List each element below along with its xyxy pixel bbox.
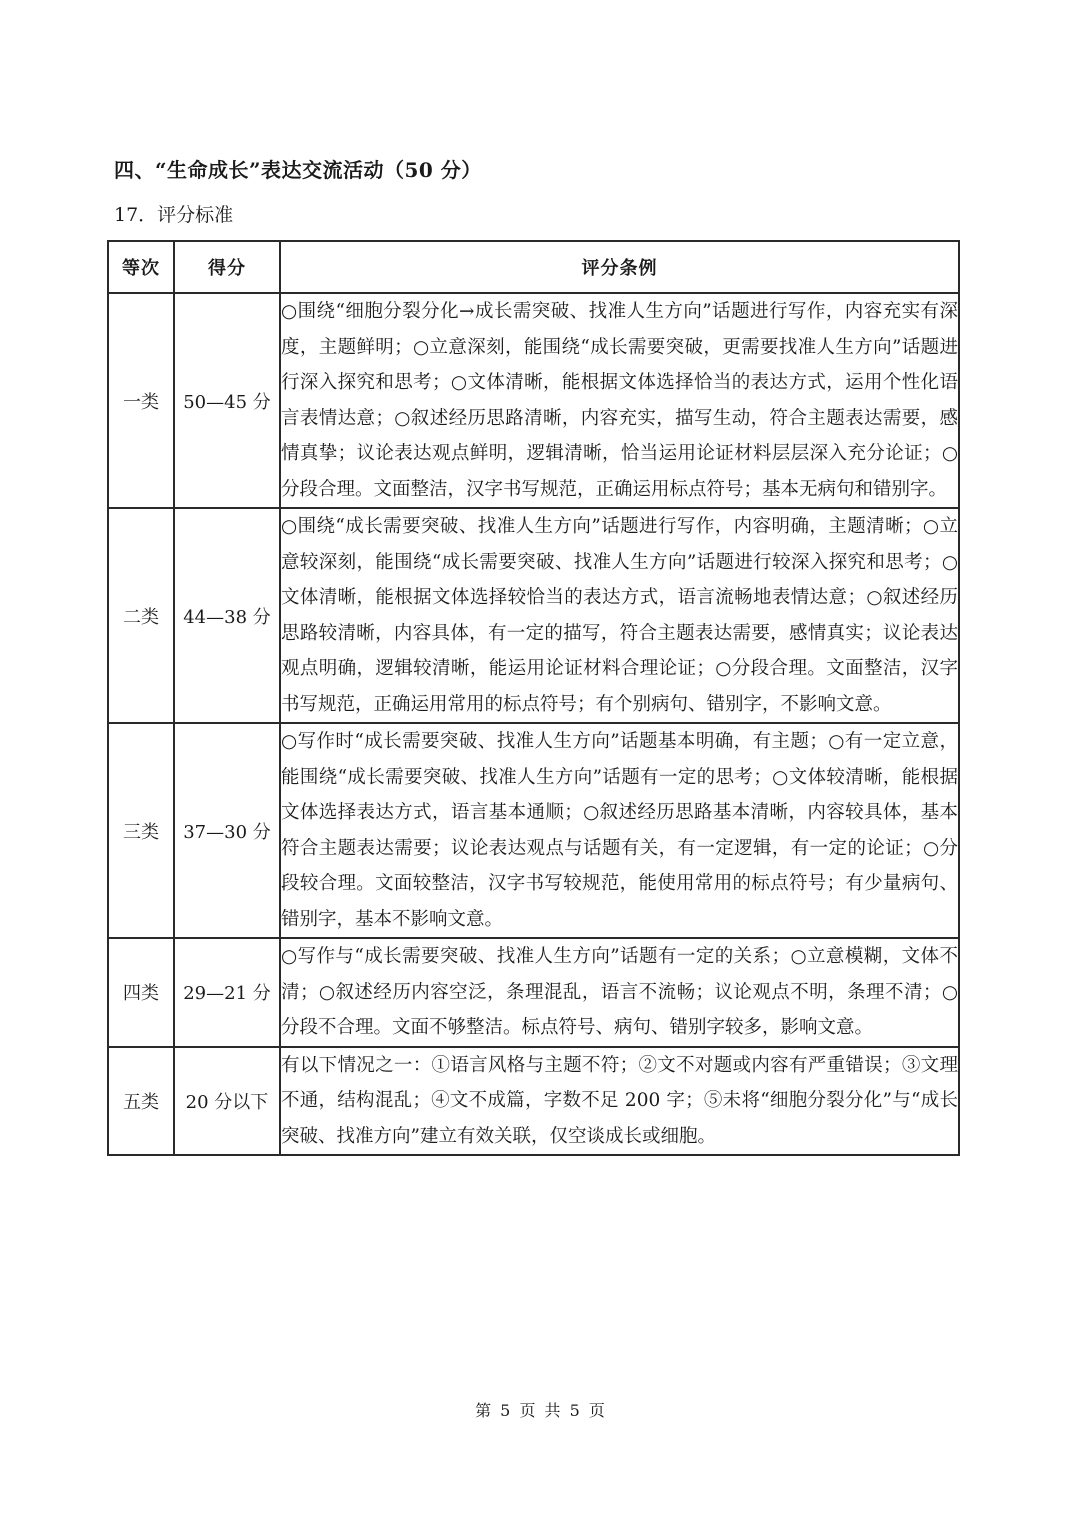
score-cell: 50—45 分 xyxy=(174,293,280,508)
criteria-cell: ○围绕“细胞分裂分化→成长需突破、找准人生方向”话题进行写作，内容充实有深度，主题鲜明；○立意深刻，能围绕“成长需要突破，更需要找准人生方向”话题进行深入探究和思考；○文体清晰，能根据文体选择恰当的表达方式，运用个性化语言表情达意；○叙述经历思路清晰，内容充实，描写生动，符合主题表达需要，感情真挚；议论表达观点鲜明，逻辑清晰，恰当运用论证材料层层深入充分论证；○分段合理。文面整洁，汉字书写规范，正确运用标点符号；基本无病句和错别字。 xyxy=(280,293,959,508)
criteria-cell: ○写作与“成长需要突破、找准人生方向”话题有一定的关系；○立意模糊，文体不清；○叙述经历内容空泛，条理混乱，语言不流畅；议论观点不明，条理不清；○分段不合理。文面不够整洁。标点符号、病句、错别字较多，影响文意。 xyxy=(280,938,959,1047)
criteria-cell: ○写作时“成长需要突破、找准人生方向”话题基本明确，有主题；○有一定立意，能围绕“成长需要突破、找准人生方向”话题有一定的思考；○文体较清晰，能根据文体选择表达方式，语言基本通顺；○叙述经历思路基本清晰，内容较具体，基本符合主题表达需要；议论表达观点与话题有关，有一定逻辑，有一定的论证；○分段较合理。文面较整洁，汉字书写较规范，能使用常用的标点符号；有少量病句、错别字，基本不影响文意。 xyxy=(280,723,959,938)
grade-cell: 一类 xyxy=(108,293,174,508)
table-header-row xyxy=(108,241,959,293)
section-title: 四、“生命成长”表达交流活动（50 分） xyxy=(114,158,482,182)
rubric-table xyxy=(107,240,960,1156)
grade-cell: 五类 xyxy=(108,1047,174,1156)
criteria-cell: ○围绕“成长需要突破、找准人生方向”话题进行写作，内容明确，主题清晰；○立意较深刻，能围绕“成长需要突破、找准人生方向”话题进行较深入探究和思考；○文体清晰，能根据文体选择较恰当的表达方式，语言流畅地表情达意；○叙述经历思路较清晰，内容具体，有一定的描写，符合主题表达需要，感情真实；议论表达观点明确，逻辑较清晰，能运用论证材料合理论证；○分段合理。文面整洁，汉字书写规范，正确运用常用的标点符号；有个别病句、错别字，不影响文意。 xyxy=(280,508,959,723)
table-row xyxy=(108,508,959,723)
header-grade: 等次 xyxy=(108,241,174,293)
grade-cell: 二类 xyxy=(108,508,174,723)
score-cell: 37—30 分 xyxy=(174,723,280,938)
table-row xyxy=(108,1047,959,1156)
question-title: 17．评分标准 xyxy=(114,204,234,226)
grade-cell: 四类 xyxy=(108,938,174,1047)
header-score: 得分 xyxy=(174,241,280,293)
criteria-cell: 有以下情况之一：①语言风格与主题不符；②文不对题或内容有严重错误；③文理不通，结构混乱；④文不成篇，字数不足 200 字；⑤未将“细胞分裂分化”与“成长突破、找准方向”建立有效关联，仅空谈成长或细胞。 xyxy=(280,1047,959,1156)
table-row xyxy=(108,938,959,1047)
score-cell: 20 分以下 xyxy=(174,1047,280,1156)
score-cell: 44—38 分 xyxy=(174,508,280,723)
page-number: 第 5 页 共 5 页 xyxy=(475,1401,605,1420)
grade-cell: 三类 xyxy=(108,723,174,938)
score-cell: 29—21 分 xyxy=(174,938,280,1047)
table-row xyxy=(108,723,959,938)
table-row xyxy=(108,293,959,508)
header-criteria: 评分条例 xyxy=(280,241,959,293)
